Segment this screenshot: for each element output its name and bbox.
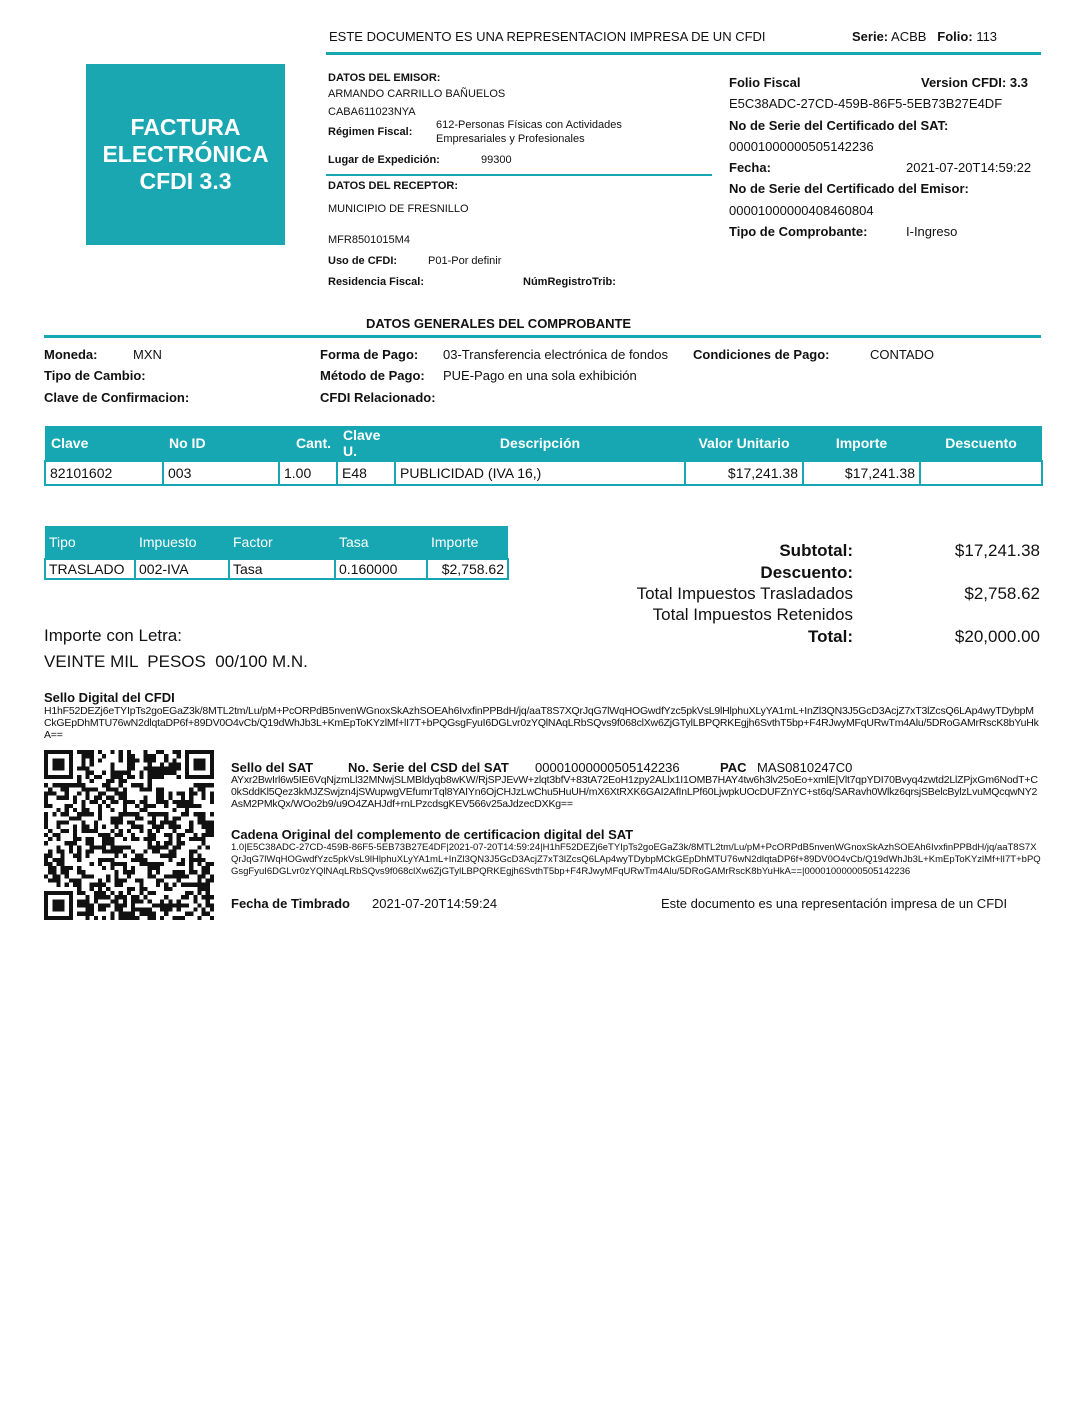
fecha-value: 2021-07-20T14:59:22 [906, 160, 1032, 175]
pac-value: MAS0810247C0 [757, 760, 853, 775]
pac-label: PAC [720, 760, 747, 775]
header-divider [326, 52, 1041, 55]
total-value: $20,000.00 [954, 627, 1040, 646]
tax-cell-importe: $2,758.62 [427, 559, 508, 579]
cell-valor-unitario: $17,241.38 [685, 461, 803, 485]
serie-label: Serie: [852, 29, 889, 44]
forma-pago-label: Forma de Pago: [320, 347, 419, 362]
sello-sat-label: Sello del SAT [231, 760, 314, 775]
folio-fiscal: E5C38ADC-27CD-459B-86F5-5EB73B27E4DF [729, 96, 1003, 111]
qr-code [44, 750, 214, 920]
tipo-cambio-label: Tipo de Cambio: [44, 368, 146, 383]
col-header-clave: Clave [45, 426, 163, 461]
impuestos-table [44, 526, 509, 580]
receptor-rfc: MFR8501015M4 [328, 234, 410, 246]
receptor-title: DATOS DEL RECEPTOR: [328, 180, 458, 192]
cell-descripcion: PUBLICIDAD (IVA 16,) [395, 461, 685, 485]
cadena-original-label: Cadena Original del complemento de certificacion digital del SAT [231, 827, 634, 842]
sello-sat-value: AYxr2BwIrl6w5IE6VqNjzmLl32MNwjSLMBldyqb8wKW/RjSPJEvW+zlqt3bfV+83tA72EoH1zpy2ALlx1I1OMB7HAY4tw6h3lv25oEo+xmlE|Vlt7qpYDI70Bvyq4zwtd2LlZPjxGm6NodT+C0kSddKl5Qez3kMJZSwjzn4jSWupwgVEfumrTql8YAIYn6OjCHJzLwChu5HuUH/mX6XtRXK6GAI2AfInLPf60LjwpkUOcDUFZnYC+st6q/SARavh0Wlkz6qrsjSBelcBylzLvuMQcqwNY2AsM2PMkQx/WOo2b9/u9O4ZAHJdf+rnLPzcdsgKEV566v25aJdzecDXKg== [231, 774, 1038, 810]
generales-divider [44, 335, 1041, 338]
residencia-label: Residencia Fiscal: [328, 276, 424, 288]
tipo-comprobante-label: Tipo de Comprobante: [729, 224, 868, 239]
moneda-label: Moneda: [44, 347, 98, 362]
emisor-title: DATOS DEL EMISOR: [328, 72, 441, 84]
fecha-timbrado-label: Fecha de Timbrado [231, 896, 350, 911]
tax-cell-tipo: TRASLADO [45, 559, 135, 579]
cadena-original-value: 1.0|E5C38ADC-27CD-459B-86F5-5EB73B27E4DF|2021-07-20T14:59:24|H1hF52DEZj6eTYIpTs2goEGaZ3k/8MTL2tm/Lu/pM+PcORPdB5nvenWGnoxSkAzhSOEAh6IvxfinPPBdH/jq/aaT8S7XQrJqG7lWqHOGwdfYzc5pkVsL9lHlphuXLyYA1mL+InZl3QN3J5GcD3AcjZ7xT3lZcsQ6LAp4wyTDybpMCkGEpDhMTU76wN2dlqtaDP6f+89DV0O4vCb/Q19dWhJb3L+KmEpToKYzlMf+lI7T+bPQGsgFyuI6DGLvr0zYQlNAqLRbSQvs9f068clXw6ZjGTylLBPQRKEgjh6SvthT5bp+F4RJwyMFqURwTm4Alu/5DRoGAMrRscK8bYuHkA==|00001000000505142236 [231, 842, 1041, 877]
metodo-pago-label: Método de Pago: [320, 368, 425, 383]
folio-fiscal-label: Folio Fiscal [729, 75, 801, 90]
logo-line3: CFDI 3.3 [139, 168, 232, 194]
tax-cell-factor: Tasa [229, 559, 335, 579]
tax-header-factor: Factor [229, 526, 335, 559]
cert-emisor-value: 00001000000408460804 [729, 203, 874, 218]
clave-conf-label: Clave de Confirmacion: [44, 390, 190, 405]
col-header-noid: No ID [163, 426, 279, 461]
footer-note: Este documento es una representación impresa de un CFDI [661, 896, 1008, 911]
moneda-value: MXN [133, 347, 162, 362]
cell-descuento [920, 461, 1042, 485]
importe-letra-label: Importe con Letra: [44, 626, 182, 645]
emisor-rfc: CABA611023NYA [328, 106, 416, 118]
tax-header-impuesto: Impuesto [135, 526, 229, 559]
col-header-valor-unitario: Valor Unitario [685, 426, 803, 461]
invoice-logo [86, 64, 285, 245]
tax-header-tasa: Tasa [335, 526, 427, 559]
serie-value: ACBB [891, 29, 927, 44]
receptor-name: MUNICIPIO DE FRESNILLO [328, 203, 469, 215]
fecha-timbrado-value: 2021-07-20T14:59:24 [372, 896, 498, 911]
fecha-label: Fecha: [729, 160, 771, 175]
tipo-comprobante-value: I-Ingreso [906, 224, 958, 239]
condiciones-label: Condiciones de Pago: [693, 347, 830, 362]
forma-pago-value: 03-Transferencia electrónica de fondos [443, 347, 668, 362]
descuento-label: Descuento: [760, 563, 853, 582]
importe-letra-value: VEINTE MIL PESOS 00/100 M.N. [44, 652, 308, 671]
uso-label: Uso de CFDI: [328, 255, 398, 267]
impuestos-header-row [45, 526, 508, 559]
trasladados-label: Total Impuestos Trasladados [636, 584, 853, 603]
conceptos-header-row [45, 426, 1042, 461]
trasladados-value: $2,758.62 [964, 584, 1040, 603]
subtotal-label: Subtotal: [779, 541, 853, 560]
folio-value: 113 [976, 29, 998, 44]
folio-label: Folio: [937, 29, 973, 44]
metodo-pago-value: PUE-Pago en una sola exhibición [443, 368, 637, 383]
cert-sat-label: No de Serie del Certificado del SAT: [729, 118, 949, 133]
retenidos-label: Total Impuestos Retenidos [652, 605, 853, 624]
cert-emisor-label: No de Serie del Certificado del Emisor: [729, 181, 969, 196]
col-header-descuento: Descuento [920, 426, 1042, 461]
version-cfdi: Version CFDI: 3.3 [921, 75, 1028, 90]
col-header-claveu: Clave U. [337, 426, 395, 461]
regimen-line2: Empresariales y Profesionales [436, 133, 585, 145]
subtotal-value: $17,241.38 [954, 541, 1040, 560]
tax-header-importe: Importe [427, 526, 508, 559]
serie-folio [852, 29, 997, 44]
conceptos-table [44, 426, 1043, 486]
csd-sat-label: No. Serie del CSD del SAT [348, 760, 509, 775]
cfdi-relacionado-label: CFDI Relacionado: [320, 390, 436, 405]
generales-title: DATOS GENERALES DEL COMPROBANTE [366, 316, 632, 331]
sello-cfdi-label: Sello Digital del CFDI [44, 690, 175, 705]
table-row [45, 559, 508, 579]
sello-cfdi-value: H1hF52DEZj6eTYIpTs2goEGaZ3k/8MTL2tm/Lu/pM+PcORPdB5nvenWGnoxSkAzhSOEAh6IvxfinPPBdH/jq/aaT8S7XQrJqG7lWqHOGwdfYzc5pkVsL9lHlphuXLyYA1mL+InZl3QN3J5GcD3AcjZ7xT3lZcsQ6LAp4wyTDybpMCkGEpDhMTU76wN2dlqtaDP6f+89DV0O4vCb/Q19dWhJb3L+KmEpToKYzlMf+lI7T+bPQGsgFyuI6DGLvr0zYQlNAqLRbSQvs9f068clXw6ZjGTylLBPQRKEgjh6SvthT5bp+F4RJwyMFqURwTm4Alu/5DRoGAMrRscK8bYuHkA== [44, 705, 1039, 741]
cell-noid: 003 [163, 461, 279, 485]
logo-line1: FACTURA [130, 114, 241, 140]
tax-header-tipo: Tipo [45, 526, 135, 559]
cfdi-banner: ESTE DOCUMENTO ES UNA REPRESENTACION IMPRESA DE UN CFDI [329, 29, 766, 44]
col-header-descripcion: Descripción [395, 426, 685, 461]
logo-line2: ELECTRÓNICA [102, 141, 269, 167]
cell-clave: 82101602 [45, 461, 163, 485]
lugar-label: Lugar de Expedición: [328, 154, 440, 166]
condiciones-value: CONTADO [870, 347, 935, 362]
regimen-label: Régimen Fiscal: [328, 126, 413, 138]
total-label: Total: [807, 627, 853, 646]
cert-sat-value: 00001000000505142236 [729, 139, 874, 154]
csd-sat-value: 00001000000505142236 [535, 760, 680, 775]
cell-claveu: E48 [337, 461, 395, 485]
col-header-importe: Importe [803, 426, 920, 461]
uso-value: P01-Por definir [428, 255, 502, 267]
cell-cant: 1.00 [279, 461, 337, 485]
emisor-name: ARMANDO CARRILLO BAÑUELOS [328, 88, 506, 100]
numreg-label: NúmRegistroTrib: [523, 276, 616, 288]
table-row [45, 461, 1042, 485]
col-header-cant: Cant. [279, 426, 337, 461]
regimen-line1: 612-Personas Físicas con Actividades [436, 119, 622, 131]
lugar-value: 99300 [481, 154, 512, 166]
tax-cell-tasa: 0.160000 [335, 559, 427, 579]
cell-importe: $17,241.38 [803, 461, 920, 485]
tax-cell-impuesto: 002-IVA [135, 559, 229, 579]
emisor-divider [326, 174, 712, 176]
